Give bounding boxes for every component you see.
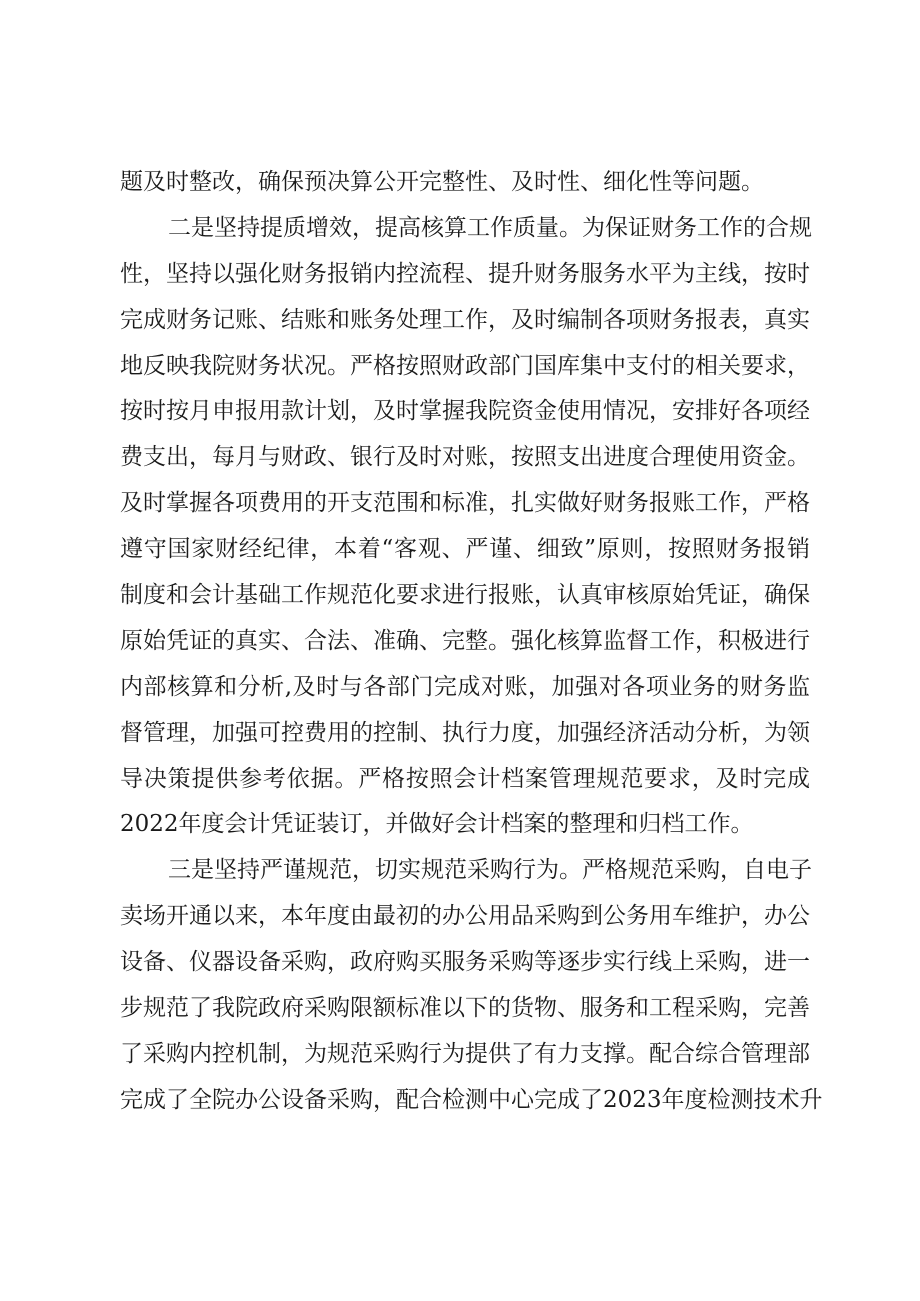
paragraph-start-line: 三是坚持严谨规范，切实规范采购行为。严格规范采购，自电子 [168,857,812,884]
text-line: 督管理，加强可控费用的控制、执行力度，加强经济活动分析，为领 [120,719,810,746]
text-line: 完成财务记账、结账和账务处理工作，及时编制各项财务报表，真实 [120,306,810,333]
text-line: 2022年度会计凭证装订，并做好会计档案的整理和归档工作。 [120,811,754,838]
text-line: 性，坚持以强化财务报销内控流程、提升财务服务水平为主线，按时 [120,260,810,287]
text-line: 地反映我院财务状况。严格按照财政部门国库集中支付的相关要求， [120,352,810,379]
text-line: 原始凭证的真实、合法、准确、完整。强化核算监督工作，积极进行 [120,627,810,654]
text-line: 设备、仪器设备采购，政府购买服务采购等逐步实行线上采购，进一 [120,949,810,976]
text-line: 导决策提供参考依据。严格按照会计档案管理规范要求，及时完成 [120,765,810,792]
paragraph-start-line: 二是坚持提质增效，提高核算工作质量。为保证财务工作的合规 [168,214,812,241]
text-line: 遵守国家财经纪律，本着“客观、严谨、细致”原则，按照财务报销 [120,536,810,563]
text-line: 按时按月申报用款计划，及时掌握我院资金使用情况，安排好各项经 [120,398,810,425]
body-text [120,160,823,1124]
text-line: 完成了全院办公设备采购，配合检测中心完成了2023年度检测技术升 [120,1086,823,1113]
text-line: 费支出，每月与财政、银行及时对账，按照支出进度合理使用资金。 [120,444,810,471]
text-line: 了采购内控机制，为规范采购行为提供了有力支撑。配合综合管理部 [120,1040,810,1067]
text-line: 制度和会计基础工作规范化要求进行报账，认真审核原始凭证，确保 [120,582,810,609]
text-line: 及时掌握各项费用的开支范围和标准，扎实做好财务报账工作，严格 [120,490,810,517]
text-line: 卖场开通以来，本年度由最初的办公用品采购到公务用车维护，办公 [120,903,810,930]
text-line: 内部核算和分析,及时与各部门完成对账，加强对各项业务的财务监 [120,673,810,700]
text-line: 题及时整改，确保预决算公开完整性、及时性、细化性等问题。 [120,169,764,195]
text-line: 步规范了我院政府采购限额标准以下的货物、服务和工程采购，完善 [120,995,810,1022]
